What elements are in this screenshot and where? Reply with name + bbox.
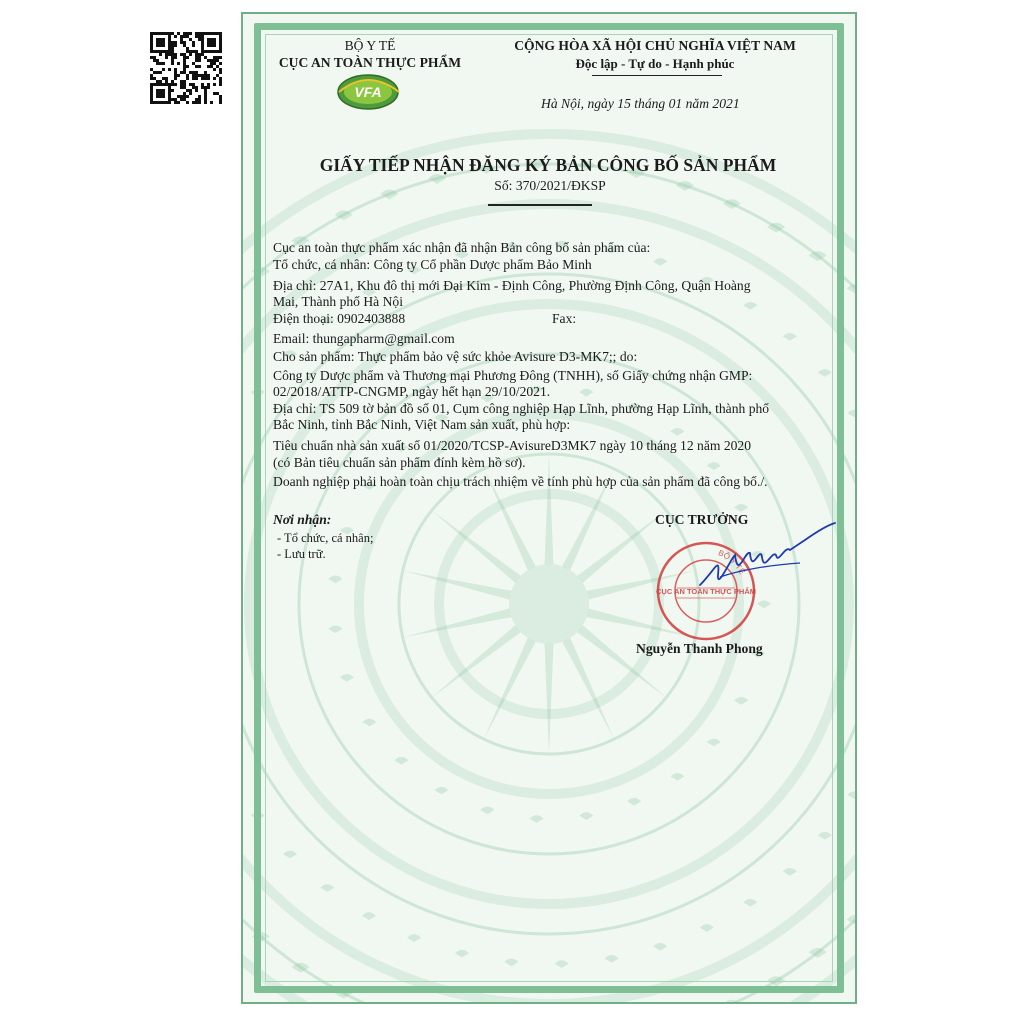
issue-date: Hà Nội, ngày 15 tháng 01 năm 2021 bbox=[541, 96, 740, 111]
handwritten-signature bbox=[690, 515, 840, 610]
document-number: Số: 370/2021/ĐKSP bbox=[494, 178, 606, 193]
ministry-name: BỘ Y TẾ bbox=[344, 38, 396, 53]
body-line: (có Bản tiêu chuẩn sản phẩm đính kèm hồ sơ). bbox=[273, 455, 526, 470]
qr-code bbox=[150, 32, 222, 104]
recipient-item: - Tổ chức, cá nhân; bbox=[277, 531, 374, 545]
body-line: Tiêu chuẩn nhà sản xuất số 01/2020/TCSP-AvisureD3MK7 ngày 10 tháng 12 năm 2020 bbox=[273, 438, 752, 453]
motto-underline bbox=[592, 75, 722, 76]
signer-position: CỤC TRƯỞNG bbox=[655, 512, 749, 527]
national-motto: Độc lập - Tự do - Hạnh phúc bbox=[575, 56, 735, 71]
body-line: Doanh nghiệp phải hoàn toàn chịu trách nhiệm về tính phù hợp của sản phẩm đã công bố./. bbox=[273, 474, 768, 489]
signer-name: Nguyễn Thanh Phong bbox=[636, 641, 763, 656]
phone: Điện thoại: 0902403888 bbox=[273, 311, 406, 326]
vfa-logo-text: VFA bbox=[354, 84, 382, 100]
body-line: Cục an toàn thực phẩm xác nhận đã nhận Bản công bố sản phẩm của: bbox=[273, 240, 651, 255]
vfa-logo bbox=[331, 72, 409, 112]
qr-code-icon bbox=[150, 32, 222, 104]
body-line: 02/2018/ATTP-CNGMP, ngày hết hạn 29/10/2021. bbox=[273, 384, 551, 399]
body-line: Địa chỉ: 27A1, Khu đô thị mới Đại Kim - Định Công, Phường Định Công, Quận Hoàng bbox=[273, 278, 751, 293]
body-line: Cho sản phẩm: Thực phẩm bảo vệ sức khỏe Avisure D3-MK7;; do: bbox=[273, 349, 638, 364]
email: Email: thungapharm@gmail.com bbox=[273, 331, 455, 346]
body-line: Tổ chức, cá nhân: Công ty Cổ phần Dược phẩm Bảo Minh bbox=[273, 257, 592, 272]
body-line: Công ty Dược phẩm và Thương mại Phương Đông (TNHH), số Giấy chứng nhận GMP: bbox=[273, 368, 753, 383]
seal-center-text: CỤC AN TOÀN THỰC PHẨM bbox=[656, 587, 756, 596]
recipients-heading: Nơi nhận: bbox=[273, 512, 332, 527]
seal-ring-text: BỘ Y TẾ bbox=[717, 548, 747, 576]
agency-name: CỤC AN TOÀN THỰC PHẨM bbox=[278, 55, 462, 70]
document-title: GIẤY TIẾP NHẬN ĐĂNG KÝ BẢN CÔNG BỐ SẢN PHẨM bbox=[319, 155, 777, 175]
fax: Fax: bbox=[552, 311, 577, 326]
body-line: Bắc Ninh, tỉnh Bắc Ninh, Việt Nam sản xuất, phù hợp: bbox=[273, 417, 571, 432]
body-line: Địa chỉ: TS 509 tờ bản đồ số 01, Cụm công nghiệp Hạp Lĩnh, phường Hạp Lĩnh, thành phố bbox=[273, 401, 770, 416]
country-name: CỘNG HÒA XÃ HỘI CHỦ NGHĨA VIỆT NAM bbox=[514, 38, 796, 53]
title-rule bbox=[488, 204, 592, 206]
body-line: Mai, Thành phố Hà Nội bbox=[273, 294, 404, 309]
recipient-item: - Lưu trữ. bbox=[277, 547, 326, 561]
